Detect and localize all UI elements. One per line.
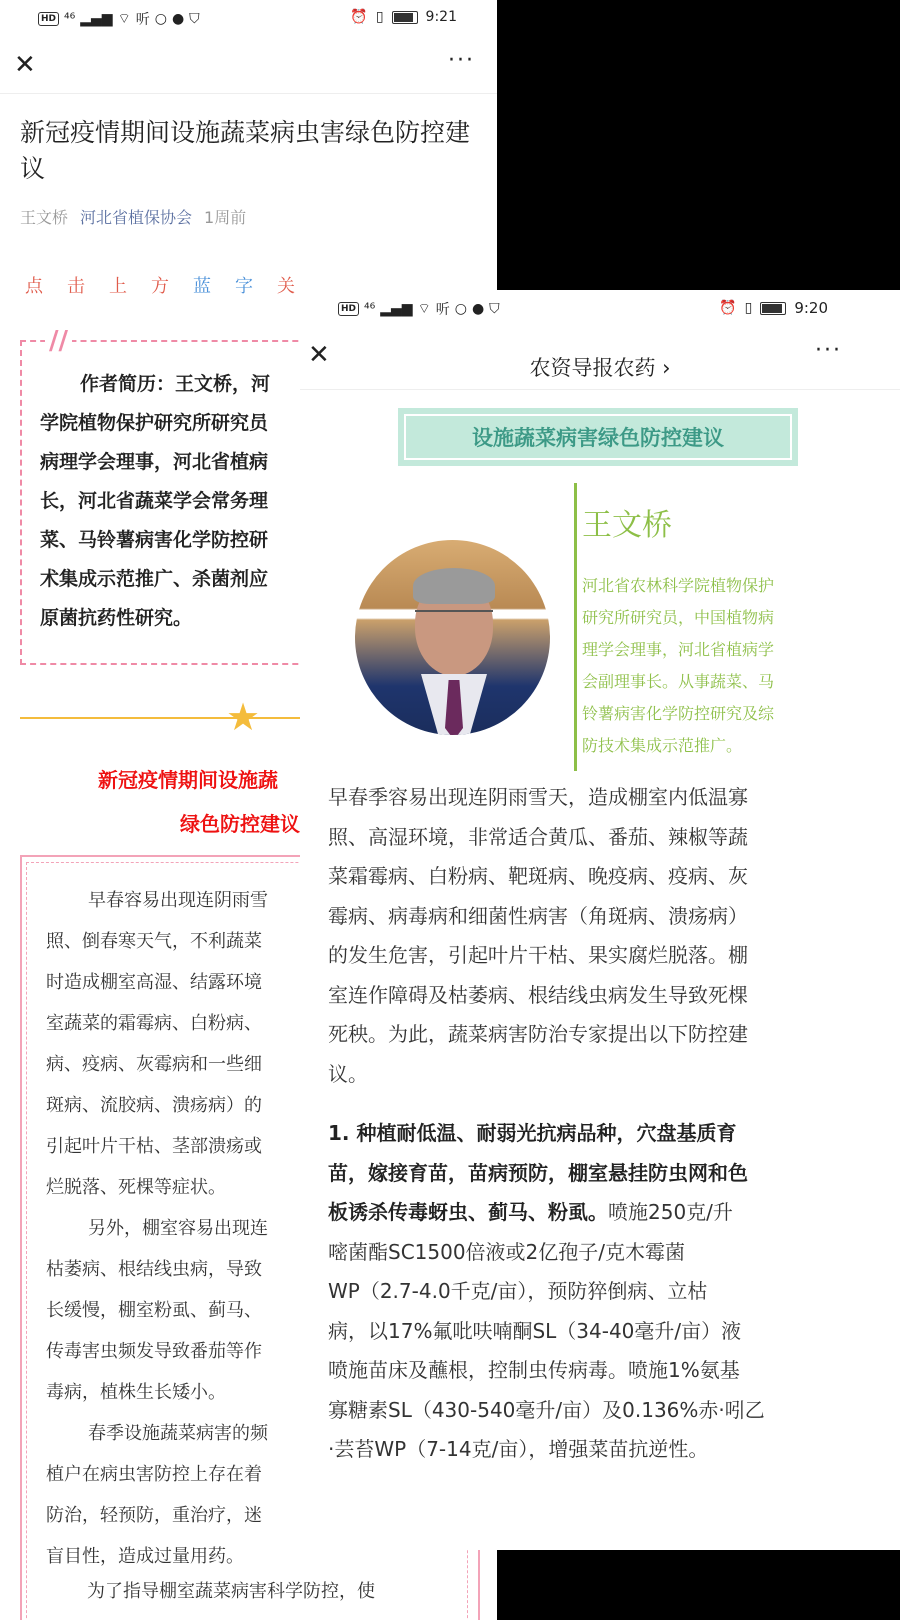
body-line: 斑病、流胶病、溃疡病）的 bbox=[46, 1095, 262, 1116]
article-meta bbox=[20, 205, 246, 228]
photo-glasses bbox=[415, 610, 493, 626]
signal-icon: ▂▄▆ bbox=[80, 11, 113, 27]
chat-icon: ● bbox=[171, 11, 185, 27]
status-right bbox=[350, 9, 457, 25]
status-time: 9:20 bbox=[794, 299, 828, 317]
alarm-icon: ⏰ bbox=[350, 9, 368, 25]
status-right bbox=[719, 299, 828, 317]
network-icon: ⁴⁶ bbox=[364, 301, 376, 317]
intro-line: 作者简历：王文桥，河 bbox=[80, 373, 271, 395]
body-line: 室连作障碍及枯萎病、根结线虫病发生导致死棵 bbox=[328, 982, 748, 1007]
vertical-divider bbox=[574, 483, 577, 771]
battery-icon bbox=[760, 302, 786, 315]
body-line: 议。 bbox=[328, 1061, 368, 1086]
body-line: 烂脱落、死棵等症状。 bbox=[46, 1177, 226, 1198]
follow-char: 方 bbox=[151, 276, 169, 297]
body-line: 寡糖素SL（430-540毫升/亩）及0.136%赤·吲乙 bbox=[328, 1397, 765, 1422]
body-line: 菜霜霉病、白粉病、靶斑病、晚疫病、疫病、灰 bbox=[328, 864, 748, 888]
star-icon: ★ bbox=[226, 695, 261, 739]
follow-char: 上 bbox=[109, 276, 127, 297]
network-icon: ⁴⁶ bbox=[64, 11, 76, 27]
body-line: 的发生危害，引起叶片干枯、果实腐烂脱落。棚 bbox=[328, 943, 748, 967]
signal-icon: ▂▄▆ bbox=[380, 301, 413, 317]
body-line: 盲目性，造成过量用药。 bbox=[46, 1546, 244, 1567]
bio-line: 理学会理事，河北省植病学 bbox=[582, 640, 775, 659]
search-icon: ○ bbox=[454, 301, 467, 317]
alarm-icon: ⏰ bbox=[719, 300, 737, 316]
body-line: 病，以17%氟吡呋喃酮SL（34-40毫升/亩）液 bbox=[328, 1318, 742, 1343]
shield-icon: ⛉ bbox=[489, 301, 500, 317]
body-line: 喷施苗床及蘸根，控制虫传病毒。喷施1%氨基 bbox=[328, 1358, 740, 1382]
status-bar bbox=[0, 0, 497, 36]
status-left bbox=[338, 299, 500, 319]
bio-line: 研究所研究员，中国植物病 bbox=[582, 608, 775, 627]
photo-hair bbox=[413, 568, 495, 604]
body-line: 时造成棚室高湿、结露环境 bbox=[46, 972, 262, 993]
author-name: 王文桥 bbox=[582, 508, 672, 543]
body-line: 枯萎病、根结线虫病，导致 bbox=[46, 1259, 262, 1280]
intro-line: 长，河北省蔬菜学会常务理 bbox=[40, 490, 269, 512]
body-line: WP（2.7-4.0千克/亩），预防猝倒病、立枯 bbox=[328, 1279, 708, 1303]
body-last-line: 为了指导棚室蔬菜病害科学防控，使 bbox=[87, 1581, 375, 1602]
body-line: 嘧菌酯SC1500倍液或2亿孢子/克木霉菌 bbox=[328, 1239, 686, 1264]
body-line: 另外，棚室容易出现连 bbox=[88, 1218, 268, 1239]
body-line: ·芸苔WP（7-14克/亩），增强菜苗抗逆性。 bbox=[328, 1437, 709, 1461]
body-line: 长缓慢，棚室粉虱、蓟马、 bbox=[46, 1300, 262, 1321]
chat-icon: ● bbox=[471, 301, 485, 317]
article-author: 王文桥 bbox=[20, 208, 69, 227]
nav-title[interactable] bbox=[300, 352, 900, 382]
body-line: 防治，轻预防，重治疗，迷 bbox=[46, 1505, 262, 1526]
quote-mark-icon: // bbox=[45, 326, 72, 356]
intro-line: 学院植物保护研究所研究员 bbox=[40, 412, 269, 434]
body-line: 传毒害虫频发导致番茄等作 bbox=[46, 1341, 262, 1362]
close-icon[interactable]: ✕ bbox=[14, 50, 36, 80]
body-line: 春季设施蔬菜病害的频 bbox=[88, 1423, 268, 1444]
status-time: 9:21 bbox=[425, 9, 457, 25]
divider-line bbox=[20, 717, 320, 719]
shield-icon: ⛉ bbox=[189, 11, 200, 27]
body-paragraph bbox=[328, 1114, 838, 1470]
red-title-line: 绿色防控建议 bbox=[180, 812, 300, 836]
account-link[interactable]: 河北省植保协会 bbox=[80, 208, 193, 227]
follow-char: 击 bbox=[67, 276, 85, 297]
author-photo bbox=[355, 540, 550, 735]
article-time: 1周前 bbox=[204, 208, 247, 227]
intro-line: 菜、马铃薯病害化学防控研 bbox=[40, 529, 269, 551]
wifi-icon: ⌔ bbox=[417, 301, 431, 317]
listen-icon: 听 bbox=[135, 12, 150, 28]
red-title-line: 新冠疫情期间设施蔬 bbox=[98, 768, 278, 792]
bold-line: 苗，嫁接育苗，苗病预防，棚室悬挂防虫网和色 bbox=[328, 1160, 748, 1185]
body-line: 毒病，植株生长矮小。 bbox=[46, 1382, 226, 1403]
follow-char: 关 bbox=[277, 276, 295, 297]
body-paragraph bbox=[328, 778, 838, 1094]
follow-char: 点 bbox=[25, 276, 43, 297]
body-line: 死秧。为此，蔬菜病害防治专家提出以下防控建 bbox=[328, 1022, 748, 1046]
status-left bbox=[38, 9, 200, 29]
body-line: 照、倒春寒天气，不利蔬菜 bbox=[46, 931, 262, 952]
mixed-line bbox=[328, 1193, 838, 1233]
author-bio bbox=[582, 570, 832, 762]
nav-divider bbox=[0, 93, 497, 94]
body-line: 霉病、病毒病和细菌性病害（角斑病、溃疡病） bbox=[328, 903, 748, 928]
body-line: 照、高湿环境，非常适合黄瓜、番茄、辣椒等蔬 bbox=[328, 824, 748, 849]
intro-line: 术集成示范推广、杀菌剂应 bbox=[40, 568, 269, 590]
follow-char: 字 bbox=[235, 276, 253, 297]
bio-line: 会副理事长。从事蔬菜、马 bbox=[582, 672, 775, 691]
body-line: 早春季容易出现连阴雨雪天，造成棚室内低温寡 bbox=[328, 785, 748, 809]
close-icon[interactable]: ✕ bbox=[308, 340, 330, 370]
nav-bar bbox=[0, 36, 497, 94]
follow-char: 蓝 bbox=[193, 276, 211, 297]
hd-icon: HD bbox=[338, 302, 359, 316]
body-line: 引起叶片干枯、茎部溃疡或 bbox=[46, 1136, 262, 1157]
article-banner bbox=[398, 408, 798, 466]
status-bar bbox=[300, 290, 900, 326]
vibrate-icon: ▯ bbox=[744, 300, 753, 316]
follow-banner bbox=[25, 272, 295, 298]
regular-text: 喷施250克/升 bbox=[608, 1200, 733, 1224]
front-screenshot bbox=[300, 290, 900, 1550]
bio-line: 铃薯病害化学防控研究及综 bbox=[582, 704, 775, 723]
battery-icon bbox=[392, 11, 418, 24]
banner-text: 设施蔬菜病害绿色防控建议 bbox=[404, 414, 792, 460]
body-line: 植户在病虫害防控上存在着 bbox=[46, 1464, 262, 1485]
vibrate-icon: ▯ bbox=[375, 9, 384, 25]
wifi-icon: ⌔ bbox=[117, 11, 131, 27]
hd-icon: HD bbox=[38, 12, 59, 26]
body-line: 室蔬菜的霜霉病、白粉病、 bbox=[46, 1013, 262, 1034]
bio-line: 河北省农林科学院植物保护 bbox=[582, 576, 775, 595]
intro-line: 原菌抗药性研究。 bbox=[40, 607, 193, 629]
bold-line: 1. 种植耐低温、耐弱光抗病品种，穴盘基质育 bbox=[328, 1121, 737, 1145]
bio-line: 防技术集成示范推广。 bbox=[582, 736, 743, 755]
nav-title-text: 农资导报农药 bbox=[529, 356, 656, 380]
listen-icon: 听 bbox=[435, 302, 450, 318]
nav-divider bbox=[300, 389, 900, 390]
more-icon[interactable]: ··· bbox=[815, 338, 842, 363]
body-line: 早春容易出现连阴雨雪 bbox=[88, 890, 268, 911]
body-line: 病、疫病、灰霉病和一些细 bbox=[46, 1054, 262, 1075]
article-title: 新冠疫情期间设施蔬菜病虫害绿色防控建议 bbox=[20, 118, 471, 183]
more-icon[interactable]: ··· bbox=[448, 48, 475, 73]
intro-line: 病理学会理事，河北省植病 bbox=[40, 451, 269, 473]
bold-text: 板诱杀传毒蚜虫、蓟马、粉虱。 bbox=[328, 1200, 608, 1224]
search-icon: ○ bbox=[154, 11, 167, 27]
chevron-right-icon: › bbox=[662, 356, 671, 380]
